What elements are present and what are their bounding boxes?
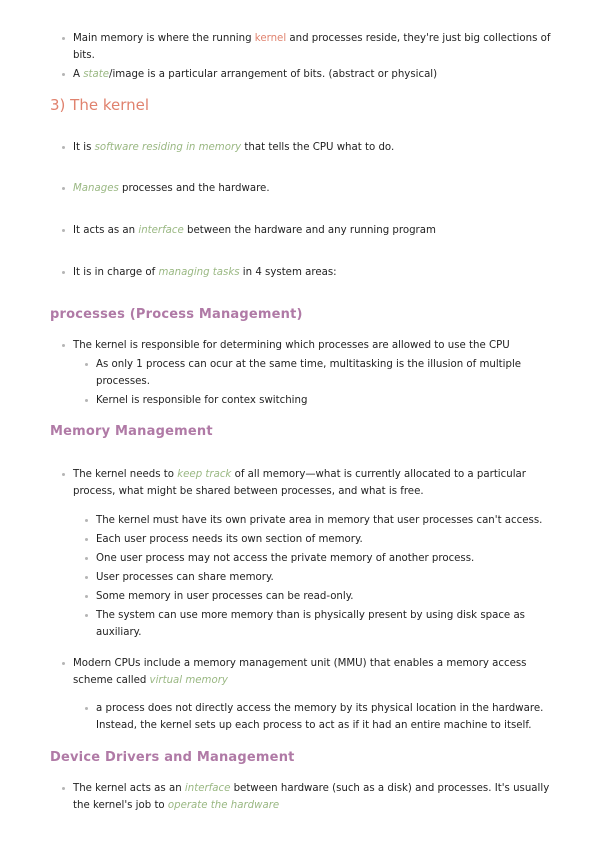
list-item	[0, 222, 600, 239]
list-item	[0, 139, 600, 156]
text: processes and the hardware.	[118, 183, 270, 194]
kernel-list	[0, 222, 600, 239]
device-list	[0, 780, 600, 814]
section-heading-memory: Memory Management	[50, 424, 213, 439]
highlight: interface	[184, 783, 231, 794]
list-item	[0, 780, 600, 814]
memory-sub-list	[0, 512, 600, 641]
highlight: Manages	[73, 183, 119, 194]
list-item	[0, 264, 600, 281]
text: It is	[73, 142, 95, 153]
text: in 4 system areas:	[239, 267, 337, 278]
highlight-state: state	[83, 69, 110, 80]
kernel-list	[0, 180, 600, 197]
sub-list-item: One user process may not access the private memory of another process.	[0, 550, 600, 567]
text: between hardware (such as a disk) and processes. It's usually the kernel's job to	[73, 783, 550, 811]
text: /image is a particular arrangement of bits. (abstract or physical)	[109, 69, 438, 80]
list-item	[0, 30, 600, 64]
text: It is in charge of	[73, 267, 159, 278]
sub-list-item: User processes can share memory.	[0, 569, 600, 586]
kernel-list	[0, 139, 600, 156]
text: The kernel needs to	[73, 469, 178, 480]
text: It acts as an	[73, 225, 139, 236]
list-item	[0, 655, 600, 689]
process-list	[0, 337, 600, 409]
highlight: managing tasks	[158, 267, 240, 278]
section-heading-devices: Device Drivers and Management	[50, 750, 295, 765]
highlight: keep track	[177, 469, 232, 480]
list-item	[0, 466, 600, 500]
highlight: operate the hardware	[167, 800, 280, 811]
highlight: interface	[138, 225, 184, 236]
sub-list-item: Some memory in user processes can be read-only.	[0, 588, 600, 605]
section-heading-kernel: 3) The kernel	[50, 96, 150, 114]
text: Main memory is where the running	[73, 33, 255, 44]
section-heading-processes: processes (Process Management)	[50, 307, 303, 322]
sub-list-item: As only 1 process can ocur at the same time, multitasking is the illusion of multiple processes.	[0, 356, 600, 390]
text: The kernel acts as an	[73, 783, 185, 794]
text: that tells the CPU what to do.	[241, 142, 395, 153]
memory-list	[0, 466, 600, 500]
text: Modern CPUs include a memory management unit (MMU) that enables a memory access scheme called	[73, 658, 527, 686]
memory-sub-list	[0, 700, 600, 734]
highlight: software residing in memory	[94, 142, 242, 153]
text: between the hardware and any running program	[183, 225, 436, 236]
list-item: The kernel is responsible for determining which processes are allowed to use the CPU	[0, 337, 600, 354]
highlight-kernel: kernel	[254, 33, 287, 44]
highlight: virtual memory	[149, 675, 228, 686]
list-item	[0, 180, 600, 197]
text: A	[73, 69, 84, 80]
intro-list	[0, 30, 600, 83]
kernel-list	[0, 264, 600, 281]
sub-list-item: Kernel is responsible for contex switching	[0, 392, 600, 409]
sub-list-item: a process does not directly access the memory by its physical location in the hardware. Instead, the kernel sets up each process to act as if it had an entire machine to itself.	[0, 700, 600, 734]
sub-list-item: The system can use more memory than is physically present by using disk space as auxiliary.	[0, 607, 600, 641]
sub-list-item: Each user process needs its own section of memory.	[0, 531, 600, 548]
sub-list-item: The kernel must have its own private area in memory that user processes can't access.	[0, 512, 600, 529]
text: of all memory—what is currently allocated to a particular process, what might be shared between processes, and what is free.	[73, 469, 526, 497]
memory-list	[0, 655, 600, 689]
text: and processes reside, they're just big collections of bits.	[73, 33, 551, 61]
list-item	[0, 66, 600, 83]
